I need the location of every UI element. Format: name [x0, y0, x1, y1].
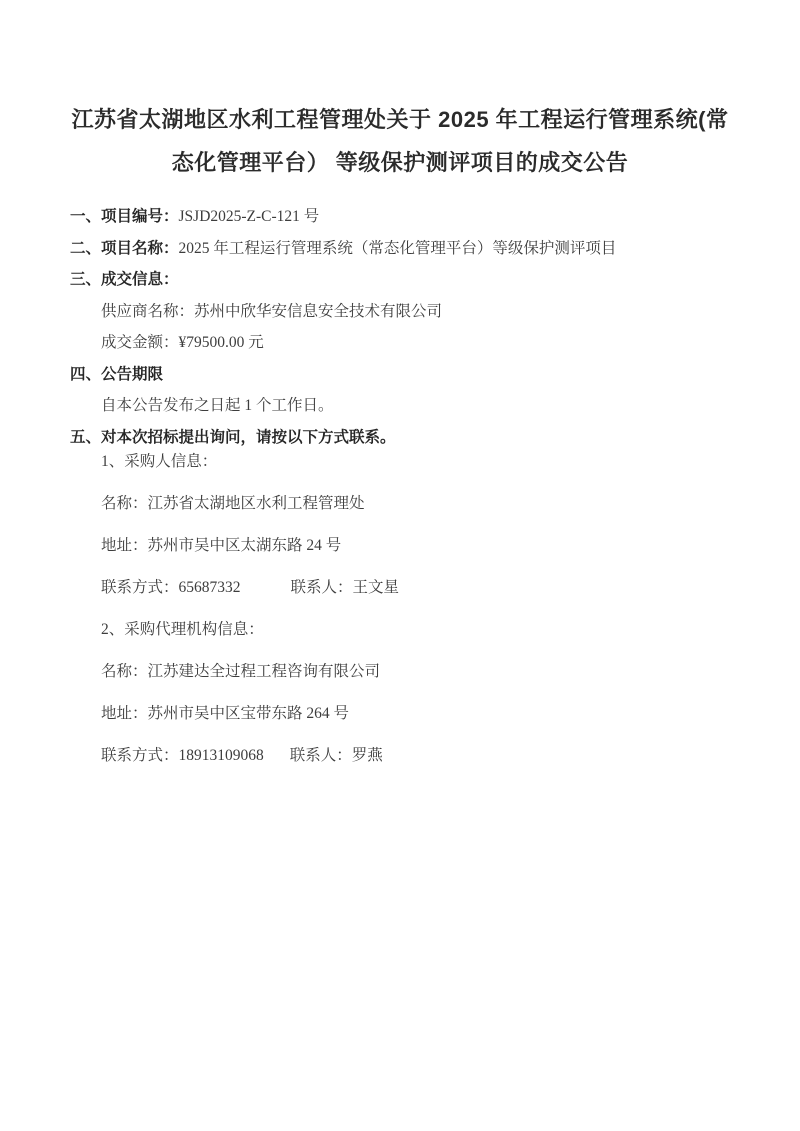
agency-name: 名称：江苏建达全过程工程咨询有限公司 — [101, 663, 381, 680]
notice-period-body: 自本公告发布之日起 1 个工作日。 — [101, 397, 334, 414]
agency-phone: 联系方式：18913109068 — [101, 747, 264, 764]
project-name-row — [70, 233, 730, 265]
notice-period-heading: 四、公告期限 — [70, 365, 164, 383]
project-number-row — [70, 201, 730, 233]
project-name-label: 二、项目名称： — [70, 239, 179, 257]
contact-section — [70, 453, 730, 764]
agency-contact-row — [70, 747, 730, 764]
project-number-value: JSJD2025-Z-C-121 号 — [178, 208, 320, 225]
amount-line: 成交金额：¥79500.00 元 — [101, 334, 264, 351]
agency-address: 地址：苏州市吴中区宝带东路 264 号 — [101, 705, 350, 722]
contact-heading: 五、对本次招标提出询问，请按以下方式联系。 — [70, 428, 396, 446]
deal-info-heading: 三、成交信息： — [70, 271, 179, 288]
purchaser-address: 地址：苏州市吴中区太湖东路 24 号 — [101, 537, 342, 554]
project-name-value: 2025 年工程运行管理系统（常态化管理平台）等级保护测评项目 — [178, 239, 617, 257]
announcement-body — [70, 201, 730, 764]
purchaser-contact-row — [70, 579, 730, 596]
supplier-line: 供应商名称：苏州中欣华安信息安全技术有限公司 — [101, 302, 443, 320]
document-title — [70, 98, 730, 184]
purchaser-heading: 1、采购人信息： — [101, 453, 218, 470]
agency-heading: 2、采购代理机构信息： — [101, 621, 264, 638]
purchaser-name: 名称：江苏省太湖地区水利工程管理处 — [101, 495, 365, 512]
title-line-1: 江苏省太湖地区水利工程管理处关于 2025 年工程运行管理系统(常 — [71, 107, 729, 132]
purchaser-person: 联系人：王文星 — [290, 579, 400, 596]
purchaser-phone: 联系方式：65687332 — [101, 579, 241, 596]
project-number-label: 一、项目编号： — [70, 208, 179, 225]
title-line-2: 态化管理平台） 等级保护测评项目的成交公告 — [171, 150, 629, 175]
agency-person: 联系人：罗燕 — [289, 747, 383, 764]
